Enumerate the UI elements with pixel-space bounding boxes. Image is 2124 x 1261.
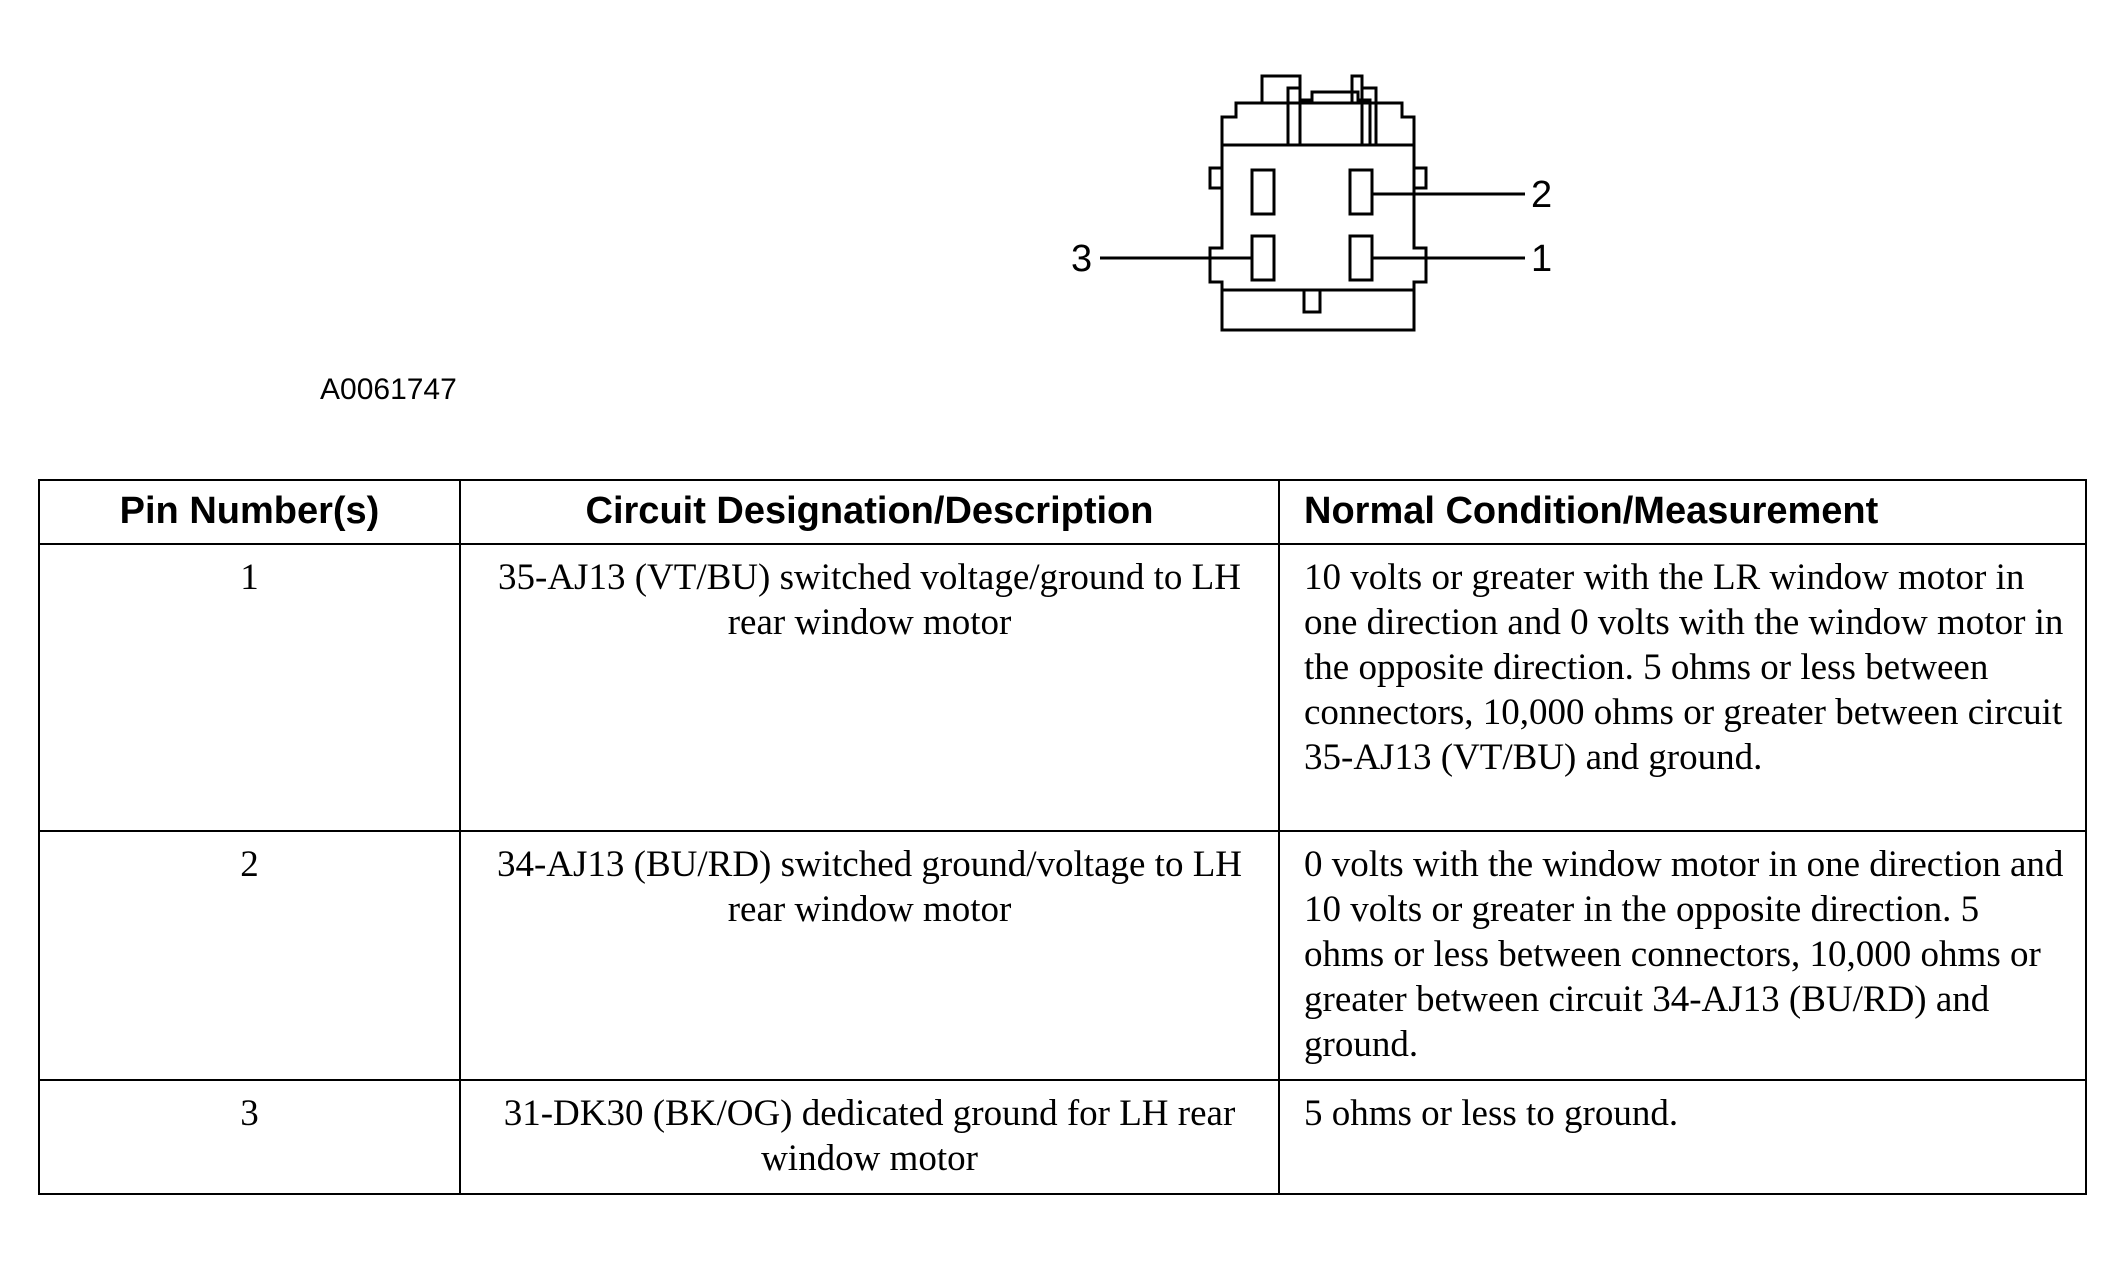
pin-2-label: 2 [1531,174,1553,216]
pin-3-label: 3 [1071,238,1093,280]
header-pin-numbers: Pin Number(s) [39,480,460,544]
table-row [39,1080,2086,1194]
pin-number-cell: 2 [39,831,460,1080]
pin-number-cell: 1 [39,544,460,831]
table-row [39,831,2086,1080]
header-condition: Normal Condition/Measurement [1279,480,2086,544]
circuit-cell: 35-AJ13 (VT/BU) switched voltage/ground to LH rear window motor [460,544,1279,831]
cavity-pin-1 [1350,236,1372,280]
table-header-row [39,480,2086,544]
circuit-cell: 34-AJ13 (BU/RD) switched ground/voltage to LH rear window motor [460,831,1279,1080]
connector-outline [1210,103,1426,330]
pin-1-label: 1 [1531,238,1553,280]
condition-cell: 5 ohms or less to ground. [1279,1080,2086,1194]
table-row [39,544,2086,831]
polarization-key [1304,290,1320,312]
condition-cell: 0 volts with the window motor in one direction and 10 volts or greater in the opposite direction. 5 ohms or less between connectors, 10,000 ohms or greater between circuit 34-AJ13 (BU/RD) and ground. [1279,831,2086,1080]
pin-number-cell: 3 [39,1080,460,1194]
leader-lines [1100,194,1525,258]
header-circuit: Circuit Designation/Description [460,480,1279,544]
cavity-top-left [1252,170,1274,214]
connector-diagram [0,0,2124,420]
cavity-pin-2 [1350,170,1372,214]
pin-cavities [1252,170,1372,280]
cavity-pin-3 [1252,236,1274,280]
figure-id: A0061747 [320,373,457,406]
circuit-cell: 31-DK30 (BK/OG) dedicated ground for LH rear window motor [460,1080,1279,1194]
pin-table [38,479,2087,1195]
condition-cell: 10 volts or greater with the LR window motor in one direction and 0 volts with the window motor in the opposite direction. 5 ohms or less between connectors, 10,000 ohms or greater between circuit 35-AJ13 (VT/BU) and ground. [1279,544,2086,831]
locking-latch [1262,76,1376,145]
